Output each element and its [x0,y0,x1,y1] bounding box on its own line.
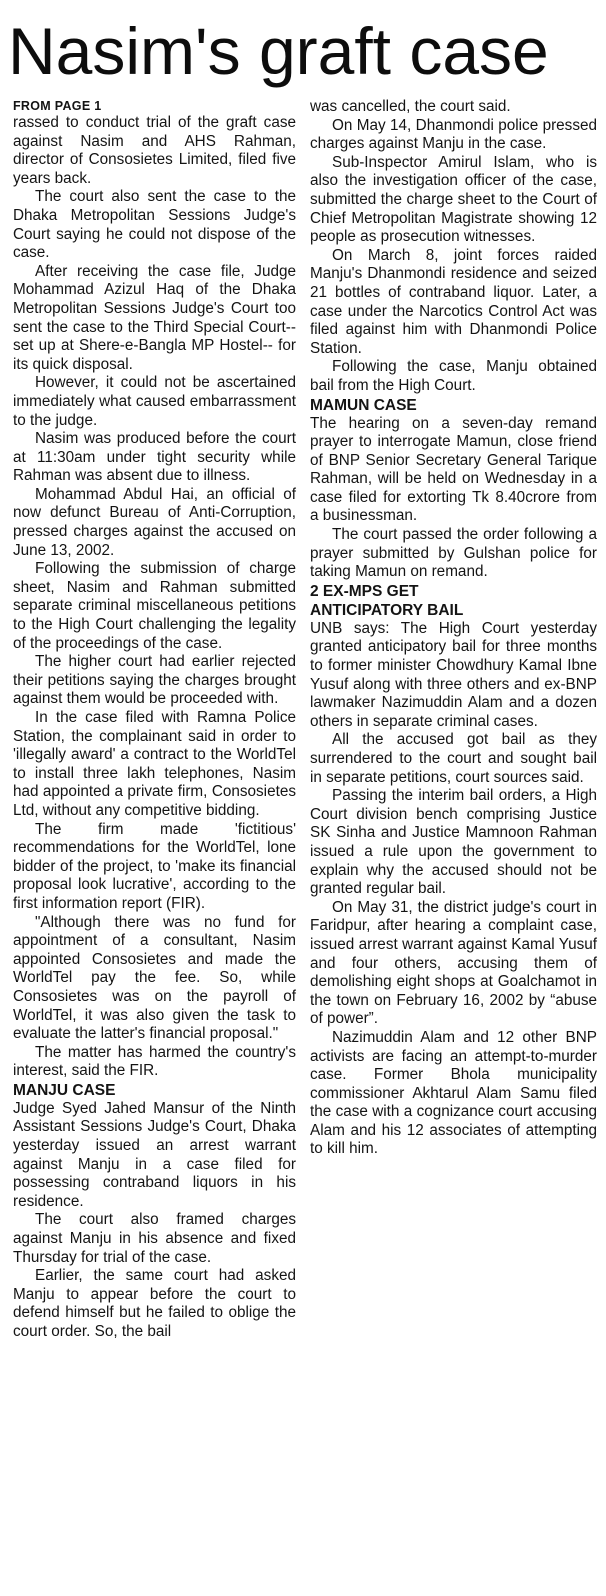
article-paragraph: All the accused got bail as they surrendered to the court and sought bail in separate petitions, court sources said. [310,731,597,786]
article-paragraph: Earlier, the same court had asked Manju to appear before the court to defend himself but he failed to oblige the court order. So, the bail [13,1267,296,1340]
article-paragraph: Sub-Inspector Amirul Islam, who is also the investigation officer of the case, submitted the charge sheet to the Court of Chief Metropolitan Magistrate showing 12 people as prosecution witnesses. [310,153,597,246]
article-paragraph: Mohammad Abdul Hai, an official of now defunct Bureau of Anti-Corruption, pressed charges against the accused on June 13, 2002. [13,485,296,559]
from-page-kicker: FROM PAGE 1 [13,99,102,113]
bail-heading-line-2: ANTICIPATORY BAIL [310,601,464,619]
article-paragraph: On March 8, joint forces raided Manju's Dhanmondi residence and seized 21 bottles of contraband liquor. Later, a case under the Narcotics Control Act was filed against him with Dhanmondi Police Station. [310,246,597,357]
manju-case-heading: MANJU CASE [13,1081,116,1099]
article-paragraph: Following the submission of charge sheet, Nasim and Rahman submitted separate criminal miscellaneous petitions to the High Court challenging the legality of the proceedings of the case. [13,560,296,652]
article-paragraph: Passing the interim bail orders, a High Court division bench comprising Justice SK Sinha and Justice Mamnoon Rahman issued a rule upon the government to explain why the accused should not be granted regular bail. [310,787,597,898]
article-paragraph: Nazimuddin Alam and 12 other BNP activists are facing an attempt-to-murder case. Former Bhola municipality commissioner Akhtarul Alam Samu filed the case with a cognizance court accusing Alam and his 12 associates of attempting to kill him. [310,1028,597,1158]
article-paragraph: rassed to conduct trial of the graft case against Nasim and AHS Rahman, director of Consosietes Limited, filed five years back. [13,114,296,187]
article-paragraph: Following the case, Manju obtained bail from the High Court. [310,358,597,394]
article-paragraph: was cancelled, the court said. [310,98,511,115]
article-paragraph: The court passed the order following a prayer submitted by Gulshan police for taking Mamun on remand. [310,526,597,581]
article-paragraph: Judge Syed Jahed Mansur of the Ninth Assistant Sessions Judge's Court, Dhaka yesterday issued an arrest warrant against Manju in a case filed for possessing contraband liquors in his residence. [13,1099,296,1210]
article-paragraph: The firm made 'fictitious' recommendations for the WorldTel, lone bidder of the project, to 'make its financial proposal look lucrative', according to the first information report (FIR). [13,820,296,912]
article-paragraph: The hearing on a seven-day remand prayer to interrogate Mamun, close friend of BNP Senior Secretary General Tarique Rahman, will be held on Wednesday in a case filed for extorting Tk 8.40crore from a businessman. [310,414,597,525]
article-paragraph: The matter has harmed the country's interest, said the FIR. [13,1043,296,1080]
right-column [310,98,597,1159]
article-paragraph: In the case filed with Ramna Police Station, the complainant said in order to 'illegally award' a contract to the WorldTel to install three lakh telephones, Nasim had appointed a private firm, Consosietes Ltd, without any competitive bidding. [13,709,296,819]
article-paragraph: The higher court had earlier rejected their petitions saying the charges brought against them would be proceeded with. [13,653,296,708]
article-paragraph: On May 31, the district judge's court in Faridpur, after hearing a complaint case, issued arrest warrant against Kamal Yusuf and four others, accusing them of demolishing eight shops at Goalchamot in the town on February 16, 2002 by “abuse of power”. [310,898,597,1028]
article-paragraph: However, it could not be ascertained immediately what caused embarrassment to the judge. [13,374,296,429]
mamun-case-heading: MAMUN CASE [310,396,417,414]
headline: Nasim's graft case [8,14,549,88]
article-paragraph: On May 14, Dhanmondi police pressed charges against Manju in the case. [310,116,597,153]
left-column [13,98,296,1342]
article-paragraph: The court also sent the case to the Dhaka Metropolitan Sessions Judge's Court saying he could not dispose of the case. [13,188,296,262]
bail-heading-line-1: 2 EX-MPS GET [310,582,419,600]
article-paragraph: UNB says: The High Court yesterday granted anticipatory bail for three months to former minister Chowdhury Kamal Ibne Yusuf along with three others and ex-BNP lawmaker Nazimuddin Alam and a dozen others in separate criminal cases. [310,619,597,730]
article-paragraph: The court also framed charges against Manju in his absence and fixed Thursday for trial of the case. [13,1211,296,1266]
article-paragraph: Nasim was produced before the court at 11:30am under tight security while Rahman was absent due to illness. [13,430,296,485]
article-paragraph: After receiving the case file, Judge Mohammad Azizul Haq of the Dhaka Metropolitan Sessions Judge's Court too sent the case to the Third Special Court-- set up at Shere-e-Bangla MP Hostel-- for its quick disposal. [13,262,296,373]
article-paragraph: "Although there was no fund for appointment of a consultant, Nasim appointed Consosietes and made the WorldTel pay the fee. So, while Consosietes was on the payroll of WorldTel, it was also given the task to evaluate the latter's financial proposal." [13,913,296,1043]
